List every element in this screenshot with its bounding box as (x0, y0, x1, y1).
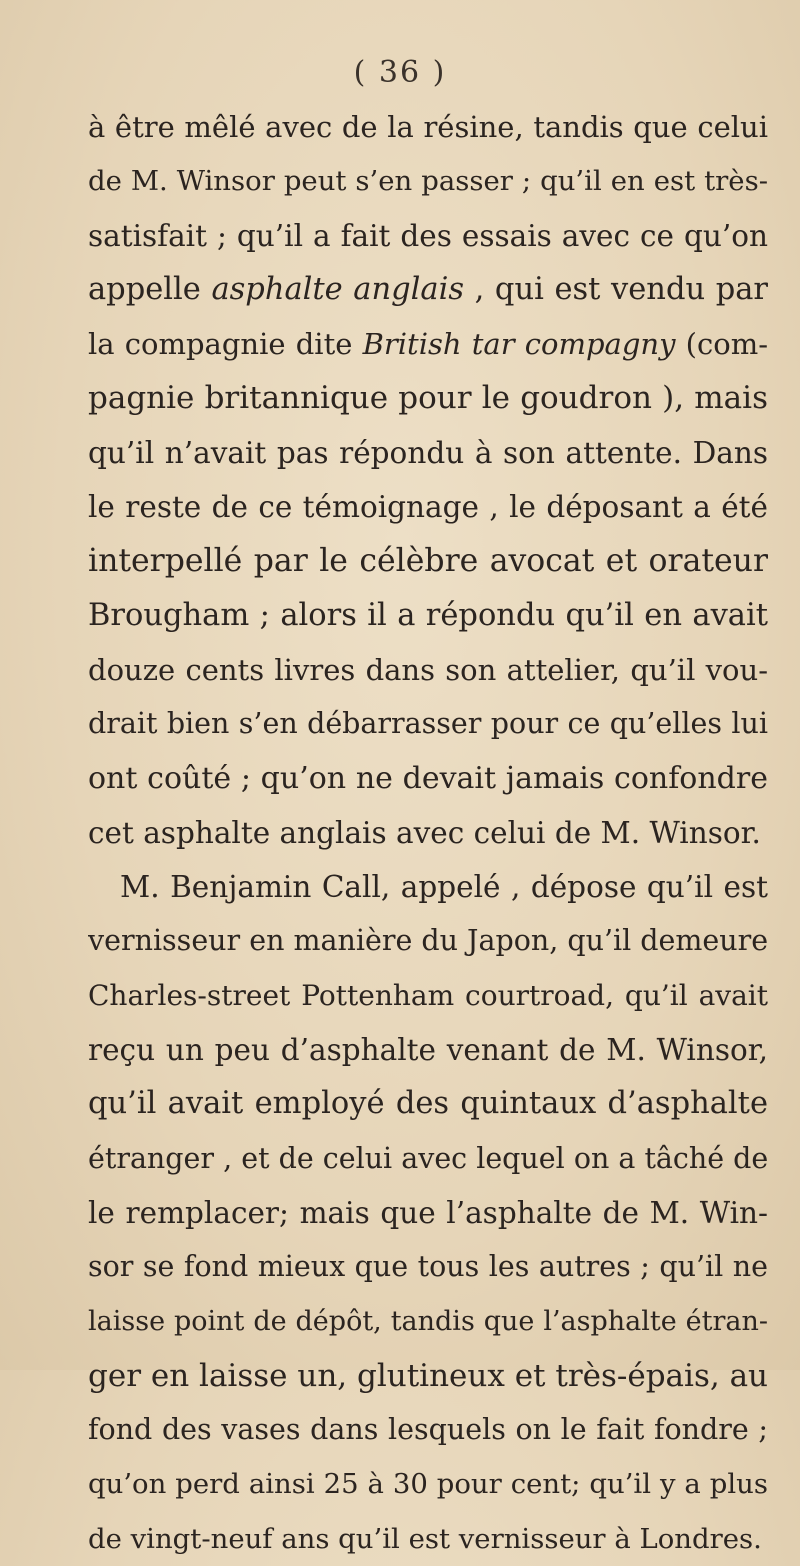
text-span: la compagnie dite (88, 327, 363, 362)
body-text (88, 100, 768, 1566)
text-line: étranger , et de celui avec lequel on a tâché de (88, 1141, 768, 1175)
text-line: ger en laisse un, glutineux et très-épais, au (88, 1357, 768, 1394)
text-line: qu’il n’avait pas répondu à son attente. Dans (88, 435, 768, 470)
text-line: laisse point de dépôt, tandis que l’asphalte étran- (88, 1305, 768, 1337)
text-line: à être mêlé avec de la résine, tandis que celui (88, 110, 768, 144)
text-line: ont coûté ; qu’on ne devait jamais confondre (88, 760, 768, 796)
text-line: le reste de ce témoignage , le déposant a été (88, 490, 768, 525)
text-line: drait bien s’en débarrasser pour ce qu’elles lui (88, 707, 768, 741)
text-span: (com- (675, 327, 768, 362)
text-line: de M. Winsor peut s’en passer ; qu’il en est très- (88, 165, 768, 198)
text-line: le remplacer; mais que l’asphalte de M. Win- (88, 1195, 768, 1230)
text-line: qu’il avait employé des quintaux d’asphalte (88, 1086, 768, 1122)
text-line: Brougham ; alors il a répondu qu’il en avait (88, 597, 768, 633)
text-line: douze cents livres dans son attelier, qu’il vou- (88, 652, 768, 687)
text-line (88, 317, 768, 371)
italic-term: British tar compagny (362, 327, 676, 362)
text-line: reçu un peu d’asphalte venant de M. Winsor, (88, 1033, 768, 1068)
page-number: ( 36 ) (353, 55, 447, 90)
text-line (88, 263, 768, 317)
text-line: fond des vases dans lesquels on le fait fondre ; (88, 1413, 768, 1447)
text-line: pagnie britannique pour le goudron ), mais (88, 380, 768, 417)
text-line: satisfait ; qu’il a fait des essais avec ce qu’on (88, 218, 768, 253)
paragraph-start-line: M. Benjamin Call, appelé , dépose qu’il est (120, 870, 768, 905)
text-line: qu’on perd ainsi 25 à 30 pour cent; qu’il y a plus (88, 1468, 768, 1501)
text-line: vernisseur en manière du Japon, qu’il demeure (88, 924, 768, 958)
italic-term: asphalte anglais (211, 271, 465, 307)
text-line: sor se fond mieux que tous les autres ; qu’il ne (88, 1250, 768, 1284)
text-line: Charles-street Pottenham courtroad, qu’il avait (88, 978, 768, 1012)
text-span: appelle (88, 271, 212, 307)
text-line: cet asphalte anglais avec celui de M. Winsor. (88, 815, 761, 850)
text-span: , qui est vendu par (464, 271, 768, 307)
text-line: interpellé par le célèbre avocat et orateur (88, 543, 768, 580)
text-line: de vingt-neuf ans qu’il est vernisseur à Londres. (88, 1522, 762, 1555)
